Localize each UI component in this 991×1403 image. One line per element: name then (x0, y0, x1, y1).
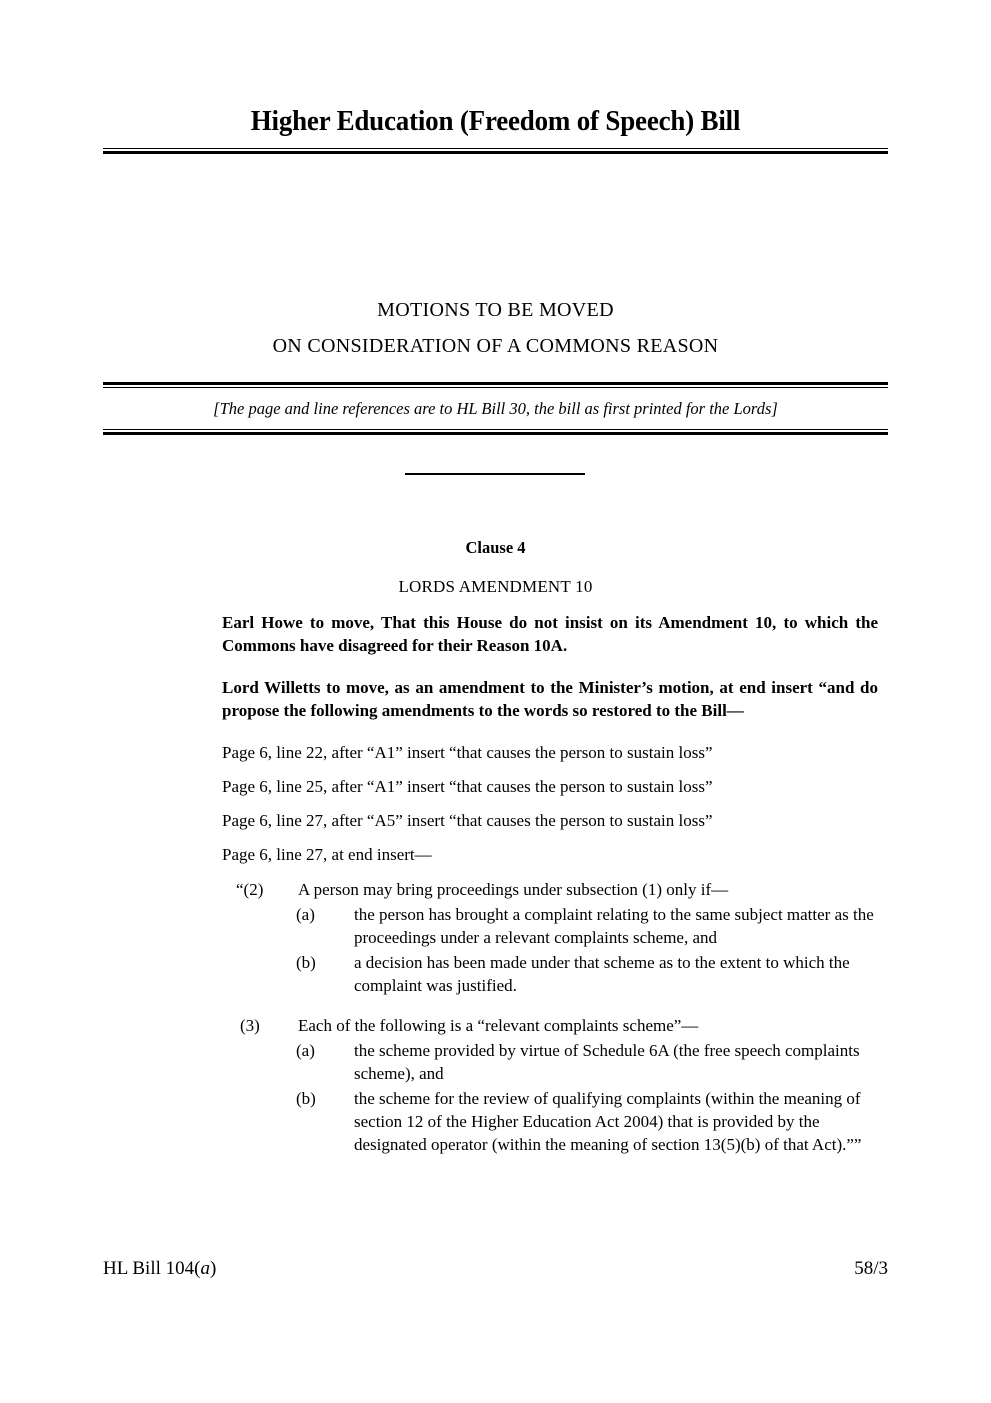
subsection-text: Each of the following is a “relevant complaints scheme”— (298, 1016, 699, 1035)
list-item-marker: (a) (296, 905, 315, 924)
reference-note: [The page and line references are to HL Bill 30, the bill as first printed for the Lords] (213, 399, 778, 418)
list-item (296, 903, 878, 949)
subsection-text: A person may bring proceedings under subsection (1) only if— (298, 880, 729, 899)
lords-amendment-heading: LORDS AMENDMENT 10 (398, 577, 593, 596)
list-item (296, 951, 878, 997)
page-title: Higher Education (Freedom of Speech) Bill (250, 105, 741, 137)
subsection-marker: (3) (240, 1016, 260, 1035)
document-body (222, 611, 878, 1158)
footer-bill-number-letter: a (200, 1258, 210, 1279)
footer-page-reference: 58/3 (854, 1258, 888, 1279)
clause-heading: Clause 4 (465, 538, 526, 557)
list-item-text: the scheme for the review of qualifying complaints (within the meaning of section 12 of the Higher Education Act 2004) that is provided by the designated operator (within the meaning of section 13(5)(b) of that Act).”” (354, 1089, 862, 1154)
title-rule-thick (103, 151, 888, 154)
motion-paragraph-earl-howe: Earl Howe to move, That this House do not insist on its Amendment 10, to which the Commons have disagreed for their Reason 10A. (222, 613, 878, 655)
subsection-2-items (222, 903, 878, 997)
footer-bill-number (103, 1258, 216, 1280)
list-item-marker: (b) (296, 953, 316, 972)
footer-bill-number-prefix: HL Bill 104( (103, 1258, 201, 1279)
amendment-line: Page 6, line 22, after “A1” insert “that causes the person to sustain loss” (222, 743, 713, 762)
amendment-line: Page 6, line 25, after “A1” insert “that causes the person to sustain loss” (222, 777, 713, 796)
amendment-lines (222, 742, 878, 866)
list-item (296, 1039, 878, 1085)
footer-bill-number-suffix: ) (209, 1258, 217, 1279)
inserted-subsection-3 (222, 1014, 878, 1156)
subsection-lead-row (236, 878, 878, 901)
list-item (296, 1087, 878, 1156)
section-divider-rule (405, 473, 585, 475)
inserted-subsection-2 (222, 878, 878, 997)
subsection-lead-row (240, 1014, 878, 1037)
amendment-line: Page 6, line 27, after “A5” insert “that causes the person to sustain loss” (222, 811, 713, 830)
list-item-text: a decision has been made under that scheme as to the extent to which the complaint was justified. (354, 953, 850, 995)
subtitle-line-motions: MOTIONS TO BE MOVED (377, 299, 614, 321)
reference-note-group (103, 382, 888, 435)
list-item-marker: (b) (296, 1089, 316, 1108)
subsection-3-items (222, 1039, 878, 1156)
motion-paragraph-lord-willetts: Lord Willetts to move, as an amendment to the Minister’s motion, at end insert “and do propose the following amendments to the words so restored to the Bill— (222, 678, 878, 720)
list-item-text: the scheme provided by virtue of Schedule 6A (the free speech complaints scheme), and (354, 1041, 860, 1083)
subtitle-line-consideration: ON CONSIDERATION OF A COMMONS REASON (272, 335, 719, 357)
list-item-text: the person has brought a complaint relating to the same subject matter as the proceedings under a relevant complaints scheme, and (354, 905, 874, 947)
amendment-line: Page 6, line 27, at end insert— (222, 845, 432, 864)
title-rule-group (103, 148, 888, 154)
list-item-marker: (a) (296, 1041, 315, 1060)
subsection-marker: “(2) (236, 880, 264, 899)
note-rule-bottom-thick (103, 432, 888, 435)
subtitle-block (103, 292, 888, 364)
